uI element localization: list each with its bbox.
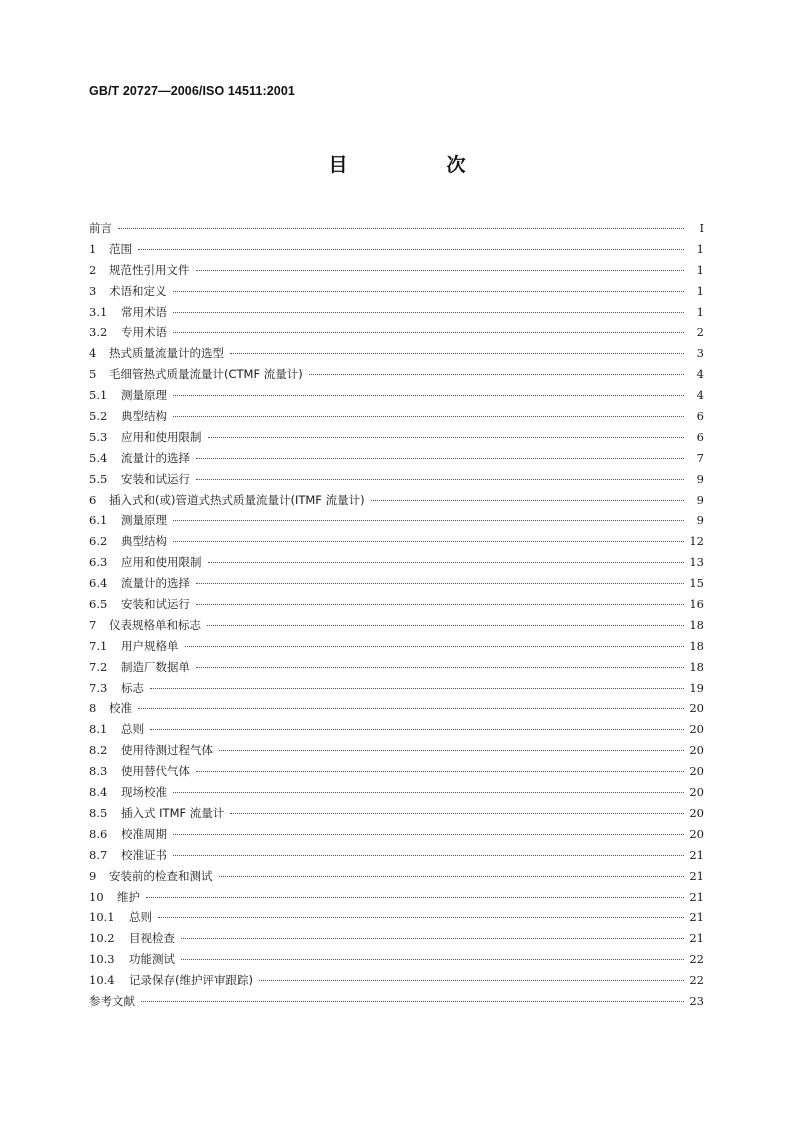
toc-entry-title: 使用待测过程气体	[121, 743, 213, 758]
toc-entry-page: 15	[689, 576, 704, 591]
toc-entry-title: 毛细管热式质量流量计(CTMF 流量计)	[109, 367, 303, 382]
toc-entry-page: 16	[689, 597, 704, 612]
toc-entry-number: 5.3	[89, 429, 108, 444]
toc-entry-title: 术语和定义	[109, 283, 167, 298]
toc-entry-title: 安装和试运行	[121, 471, 190, 486]
toc-entry-page: 6	[696, 429, 704, 444]
toc-dot-leader	[173, 312, 684, 313]
toc-entry-number: 8.4	[89, 785, 108, 800]
toc-entry[interactable]	[89, 657, 704, 678]
toc-entry-page: 6	[696, 409, 704, 424]
toc-entry-number: 6.4	[89, 576, 108, 591]
toc-dot-leader	[230, 813, 684, 814]
toc-entry-page: 12	[689, 534, 704, 549]
toc-dot-leader	[181, 938, 684, 939]
toc-entry[interactable]	[89, 239, 704, 260]
toc-entry-number: 9	[89, 868, 97, 883]
toc-dot-leader	[196, 270, 685, 271]
toc-entry-number: 3	[89, 283, 97, 298]
toc-entry-page: 1	[696, 304, 704, 319]
toc-entry-number: 7.3	[89, 680, 108, 695]
toc-dot-leader	[196, 667, 684, 668]
toc-entry[interactable]	[89, 302, 704, 323]
toc-entry[interactable]	[89, 218, 704, 239]
toc-entry-title: 插入式和(或)管道式热式质量流量计(ITMF 流量计)	[109, 492, 365, 507]
toc-entry-title: 校准周期	[121, 826, 167, 841]
toc-entry-number: 4	[89, 346, 97, 361]
toc-entry-number: 2	[89, 262, 97, 277]
toc-dot-leader	[196, 604, 684, 605]
toc-entry[interactable]	[89, 866, 704, 887]
toc-entry[interactable]	[89, 970, 704, 991]
toc-entry-page: 7	[696, 450, 704, 465]
toc-entry-page: 20	[689, 826, 704, 841]
toc-entry-page: 9	[696, 471, 704, 486]
toc-entry-page: 21	[689, 889, 704, 904]
toc-entry-page: 21	[689, 910, 704, 925]
toc-entry-title: 流量计的选择	[121, 450, 190, 465]
toc-entry-number: 8	[89, 701, 97, 716]
toc-entry[interactable]	[89, 510, 704, 531]
toc-entry-title: 前言	[89, 221, 112, 235]
toc-entry[interactable]	[89, 803, 704, 824]
toc-entry-page: 18	[689, 638, 704, 653]
toc-entry-page: 21	[689, 847, 704, 862]
toc-dot-leader	[158, 917, 684, 918]
toc-dot-leader	[259, 980, 684, 981]
toc-dot-leader	[196, 479, 684, 480]
toc-entry[interactable]	[89, 364, 704, 385]
toc-dot-leader	[138, 249, 684, 250]
toc-entry[interactable]	[89, 782, 704, 803]
toc-entry-page: 19	[689, 680, 704, 695]
toc-entry[interactable]	[89, 615, 704, 636]
toc-entry[interactable]	[89, 594, 704, 615]
toc-entry-title: 记录保存(维护评审跟踪)	[129, 973, 253, 988]
toc-entry[interactable]	[89, 740, 704, 761]
toc-entry[interactable]	[89, 636, 704, 657]
toc-dot-leader	[181, 959, 684, 960]
page-title: 目 次	[328, 154, 506, 176]
toc-entry-number: 8.3	[89, 764, 108, 779]
toc-entry-page: 20	[689, 805, 704, 820]
toc-entry[interactable]	[89, 573, 704, 594]
toc-entry-number: 7	[89, 617, 97, 632]
toc-entry-title: 安装前的检查和测试	[109, 868, 213, 883]
toc-entry-page: 1	[696, 283, 704, 298]
toc-entry[interactable]	[89, 385, 704, 406]
toc-dot-leader	[173, 792, 684, 793]
toc-entry[interactable]	[89, 907, 704, 928]
toc-entry-page: 22	[689, 973, 704, 988]
toc-entry-number: 5.4	[89, 450, 108, 465]
toc-entry-number: 10	[89, 889, 104, 904]
toc-entry-page: 1	[696, 241, 704, 256]
toc-entry-title: 仪表规格单和标志	[109, 617, 201, 632]
toc-entry[interactable]	[89, 469, 704, 490]
toc-entry-page: 1	[696, 262, 704, 277]
toc-entry-page: 2	[696, 325, 704, 340]
toc-entry-title: 目视检查	[129, 931, 175, 946]
toc-entry[interactable]	[89, 343, 704, 364]
toc-entry[interactable]	[89, 552, 704, 573]
toc-entry[interactable]	[89, 824, 704, 845]
toc-entry-title: 专用术语	[121, 325, 167, 340]
table-of-contents	[89, 218, 704, 1012]
toc-entry-title: 使用替代气体	[121, 764, 190, 779]
toc-dot-leader	[196, 458, 684, 459]
toc-entry-title: 应用和使用限制	[121, 429, 202, 444]
toc-entry-title: 总则	[121, 722, 144, 737]
toc-entry-number: 10.4	[89, 973, 115, 988]
toc-entry-page: 21	[689, 868, 704, 883]
toc-dot-leader	[173, 520, 684, 521]
toc-entry-title: 用户规格单	[121, 638, 179, 653]
toc-entry-page: 18	[689, 617, 704, 632]
toc-dot-leader	[146, 897, 684, 898]
toc-entry-title: 测量原理	[121, 388, 167, 403]
toc-entry-page: 20	[689, 785, 704, 800]
toc-entry-number: 5.2	[89, 409, 108, 424]
toc-dot-leader	[150, 688, 684, 689]
toc-entry-title: 规范性引用文件	[109, 262, 190, 277]
toc-dot-leader	[207, 625, 684, 626]
toc-dot-leader	[208, 562, 685, 563]
toc-entry[interactable]	[89, 260, 704, 281]
toc-dot-leader	[309, 374, 684, 375]
toc-dot-leader	[173, 541, 684, 542]
toc-entry-number: 8.6	[89, 826, 108, 841]
toc-entry-title: 范围	[109, 241, 132, 256]
toc-entry-number: 5	[89, 367, 97, 382]
toc-dot-leader	[173, 291, 685, 292]
toc-entry[interactable]	[89, 678, 704, 699]
toc-entry-title: 校准	[109, 701, 132, 716]
toc-dot-leader	[173, 855, 684, 856]
toc-dot-leader	[173, 332, 684, 333]
toc-entry-page: 18	[689, 659, 704, 674]
toc-entry-number: 7.2	[89, 659, 108, 674]
toc-entry-page: 4	[696, 367, 704, 382]
toc-entry-number: 8.7	[89, 847, 108, 862]
toc-entry-title: 流量计的选择	[121, 576, 190, 591]
toc-entry-page: 3	[696, 346, 704, 361]
toc-entry-title: 维护	[117, 889, 140, 904]
toc-entry-page: 20	[689, 743, 704, 758]
toc-entry-page: 22	[689, 952, 704, 967]
toc-entry-title: 测量原理	[121, 513, 167, 528]
standard-number: GB/T 20727—2006/ISO 14511:2001	[89, 84, 295, 98]
toc-dot-leader	[185, 646, 685, 647]
toc-dot-leader	[219, 750, 684, 751]
toc-entry-title: 标志	[121, 680, 144, 695]
toc-entry-title: 应用和使用限制	[121, 555, 202, 570]
toc-entry-page: 20	[689, 701, 704, 716]
toc-entry-page: 9	[696, 513, 704, 528]
toc-entry-number: 10.3	[89, 952, 115, 967]
toc-entry-page: 9	[696, 492, 704, 507]
toc-entry-number: 8.1	[89, 722, 108, 737]
toc-entry-page: 20	[689, 764, 704, 779]
toc-entry-title: 功能测试	[129, 952, 175, 967]
toc-entry-number: 3.2	[89, 325, 108, 340]
toc-entry[interactable]	[89, 991, 704, 1012]
toc-entry-title: 常用术语	[121, 304, 167, 319]
toc-entry[interactable]	[89, 281, 704, 302]
toc-entry-title: 总则	[129, 910, 152, 925]
toc-dot-leader	[196, 583, 684, 584]
toc-dot-leader	[208, 437, 685, 438]
toc-entry-number: 5.5	[89, 471, 108, 486]
toc-entry-number: 10.2	[89, 931, 115, 946]
toc-entry[interactable]	[89, 322, 704, 343]
toc-entry-page: I	[699, 221, 704, 235]
toc-entry[interactable]	[89, 761, 704, 782]
toc-entry-page: 4	[696, 388, 704, 403]
toc-dot-leader	[196, 771, 684, 772]
toc-entry-number: 6.3	[89, 555, 108, 570]
toc-entry[interactable]	[89, 949, 704, 970]
toc-entry-number: 5.1	[89, 388, 108, 403]
toc-entry-title: 典型结构	[121, 409, 167, 424]
toc-entry[interactable]	[89, 928, 704, 949]
toc-entry[interactable]	[89, 427, 704, 448]
toc-entry-page: 20	[689, 722, 704, 737]
toc-entry-title: 安装和试运行	[121, 597, 190, 612]
toc-dot-leader	[230, 353, 684, 354]
toc-entry[interactable]	[89, 698, 704, 719]
toc-entry-title: 校准证书	[121, 847, 167, 862]
toc-entry-number: 6.2	[89, 534, 108, 549]
toc-entry-number: 7.1	[89, 638, 108, 653]
toc-dot-leader	[173, 395, 684, 396]
toc-entry-title: 典型结构	[121, 534, 167, 549]
toc-dot-leader	[141, 1001, 684, 1002]
toc-entry-number: 3.1	[89, 304, 108, 319]
toc-dot-leader	[138, 708, 684, 709]
toc-entry-title: 参考文献	[89, 993, 135, 1008]
toc-entry-page: 21	[689, 931, 704, 946]
toc-dot-leader	[150, 729, 684, 730]
toc-entry-number: 8.5	[89, 805, 108, 820]
toc-dot-leader	[219, 876, 685, 877]
toc-entry-title: 热式质量流量计的选型	[109, 346, 224, 361]
toc-entry-number: 1	[89, 241, 97, 256]
toc-entry-page: 13	[689, 555, 704, 570]
toc-entry[interactable]	[89, 448, 704, 469]
toc-entry[interactable]	[89, 490, 704, 511]
toc-dot-leader	[173, 416, 684, 417]
toc-entry-number: 6.5	[89, 597, 108, 612]
toc-entry-page: 23	[689, 993, 704, 1008]
toc-entry-number: 10.1	[89, 910, 115, 925]
toc-entry[interactable]	[89, 845, 704, 866]
toc-dot-leader	[371, 500, 684, 501]
toc-entry-title: 现场校准	[121, 785, 167, 800]
toc-dot-leader	[118, 228, 684, 229]
toc-entry-title: 制造厂数据单	[121, 659, 190, 674]
toc-entry-number: 8.2	[89, 743, 108, 758]
toc-entry-title: 插入式 ITMF 流量计	[121, 805, 225, 820]
toc-entry[interactable]	[89, 719, 704, 740]
toc-entry-number: 6.1	[89, 513, 108, 528]
toc-entry[interactable]	[89, 406, 704, 427]
toc-entry[interactable]	[89, 887, 704, 908]
toc-entry[interactable]	[89, 531, 704, 552]
toc-dot-leader	[173, 834, 684, 835]
toc-entry-number: 6	[89, 492, 97, 507]
